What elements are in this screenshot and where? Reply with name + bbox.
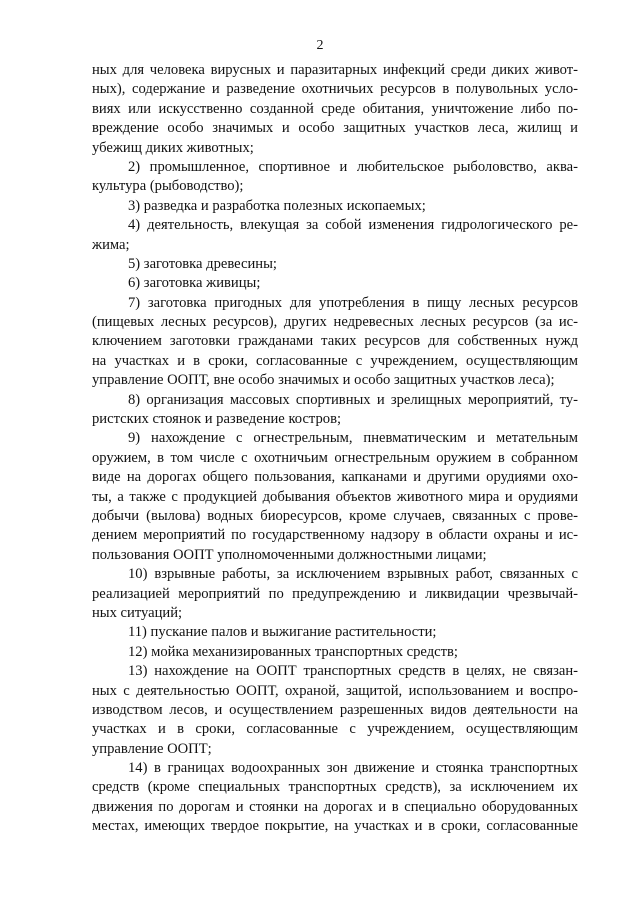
text-line: ключением заготовки гражданами таких ресурсов для собственных нужд <box>92 333 578 350</box>
text-line: виях или искусственно созданной среде обитания, уничтожение либо по- <box>92 100 578 117</box>
text-line: ты, а также с продукцией добывания объектов животного мира и орудиями <box>92 488 578 505</box>
paragraph <box>92 759 578 837</box>
paragraph <box>92 662 578 759</box>
paragraph <box>92 197 578 216</box>
text-line: ных ситуаций; <box>92 604 183 621</box>
text-line: оружием, в том числе с охотничьим огнестрельным оружием в собранном <box>92 449 578 466</box>
text-line: виде на дорогах общего пользования, капканами и другими орудиями охо- <box>92 469 578 486</box>
paragraph <box>92 216 578 255</box>
paragraph <box>92 294 578 391</box>
text-line: ристских стоянок и разведение костров; <box>92 411 342 428</box>
text-line: 14) в границах водоохранных зон движение и стоянка транспортных <box>128 760 578 777</box>
text-line: 8) организация массовых спортивных и зрелищных мероприятий, ту- <box>128 391 578 408</box>
text-line: движения по дорогам и стоянки на дорогах и в специально оборудованных <box>92 798 578 815</box>
paragraph <box>92 643 578 662</box>
text-line: убежищ диких животных; <box>92 139 254 156</box>
text-line: культура (рыбоводство); <box>92 178 244 195</box>
text-line: 12) мойка механизированных транспортных средств; <box>128 643 458 660</box>
text-line: 10) взрывные работы, за исключением взрывных работ, связанных с <box>128 566 578 583</box>
paragraph <box>92 274 578 293</box>
page-number: 2 <box>316 38 324 53</box>
text-line: 7) заготовка пригодных для употребления в пищу лесных ресурсов <box>128 294 578 311</box>
paragraph <box>92 565 578 623</box>
paragraph <box>92 61 578 158</box>
text-line: 4) деятельность, влекущая за собой изменения гидрологического ре- <box>128 217 578 234</box>
text-line: участках и в сроки, согласованные с учреждением, осуществляющим <box>92 721 578 738</box>
text-line: 6) заготовка живицы; <box>128 275 261 292</box>
text-line: на участках и в сроки, согласованные с учреждением, осуществляющим <box>92 352 578 369</box>
paragraph <box>92 158 578 197</box>
paragraph <box>92 391 578 430</box>
text-line: управление ООПТ; <box>92 740 212 757</box>
text-line: ных для человека вирусных и паразитарных инфекций среди диких живот- <box>92 62 578 78</box>
text-line: местах, имеющих твердое покрытие, на участках и в сроки, согласованные <box>92 818 578 835</box>
text-line: вреждение особо значимых и особо защитных участков леса, жилищ и <box>92 120 578 137</box>
document-body <box>92 61 578 837</box>
text-line: дением мероприятий по государственному надзору в области охраны и ис- <box>92 527 578 544</box>
text-line: управление ООПТ, вне особо значимых и особо защитных участков леса); <box>92 372 555 389</box>
text-line: 9) нахождение с огнестрельным, пневматическим и метательным <box>128 430 578 447</box>
paragraph <box>92 429 578 565</box>
text-line: 2) промышленное, спортивное и любительское рыболовство, аква- <box>128 158 578 175</box>
text-line: 3) разведка и разработка полезных ископаемых; <box>128 197 426 214</box>
text-line: 13) нахождение на ООПТ транспортных средств в целях, не связан- <box>128 663 578 680</box>
text-line: 11) пускание палов и выжигание растительности; <box>128 624 437 641</box>
text-line: ных с деятельностью ООПТ, охраной, защитой, использованием и воспро- <box>92 682 578 699</box>
text-line: ных), содержание и разведение охотничьих ресурсов в полувольных усло- <box>92 81 578 98</box>
text-line: реализацией мероприятий по предупреждению и ликвидации чрезвычай- <box>92 585 578 602</box>
text-line: изводством лесов, и осуществлением разрешенных видов деятельности на <box>92 701 578 718</box>
paragraph <box>92 255 578 274</box>
text-line: (пищевых лесных ресурсов), других недревесных лесных ресурсов (за ис- <box>92 314 578 331</box>
paragraph <box>92 623 578 642</box>
text-line: пользования ООПТ уполномоченными должностными лицами; <box>92 546 487 563</box>
text-line: добычи (вылова) водных биоресурсов, кроме случаев, связанных с прове- <box>92 507 578 524</box>
text-line: жима; <box>92 236 130 253</box>
text-line: 5) заготовка древесины; <box>128 255 277 272</box>
text-line: средств (кроме специальных транспортных средств), за исключением их <box>92 779 578 796</box>
